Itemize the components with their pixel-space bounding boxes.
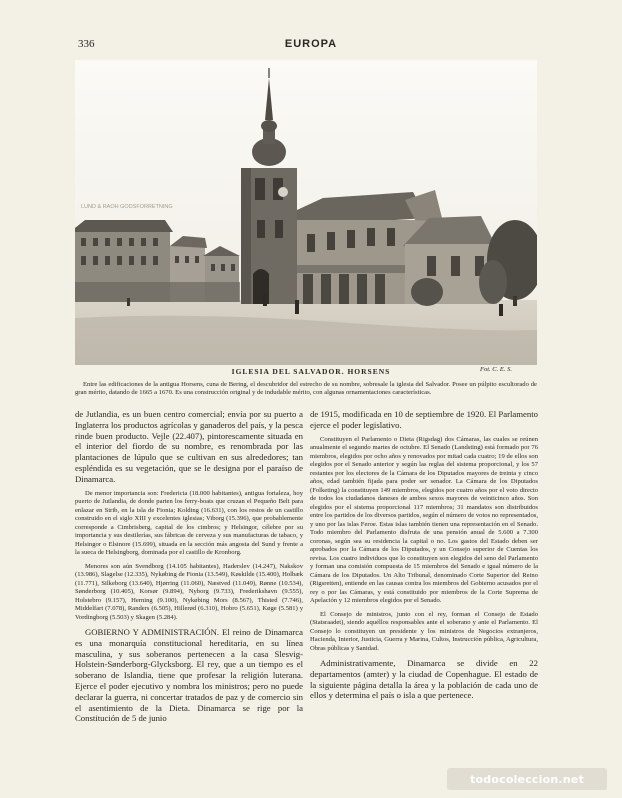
left-column (75, 409, 303, 724)
church-photograph (75, 60, 537, 365)
paragraph-parliament: Constituyen el Parlamento o Dieta (Rigsdag) dos Cámaras, las cuales se reúnen anualmente el segundo martes de octubre. El Senado (Landsting) está formado por 76 miembros, elegidos por ocho años y renovados por mitad cada cuatro; 19 de ellos son elegidos por el Senado anterior y según las reglas del sistema proporcional, y los 57 restantes por los electores de la Cámara de los Diputados mayores de treinta y cinco años, edad también fijada para poder ser senador. La Cámara de los Diputados (Folketing) la constituyen 149 miembros, elegidos por cuatro años por el voto directo de todos los ciudadanos daneses de ambos sexos mayores de veinticinco años. Son elegidos por el sistema proporcional 117 miembros; 31 mandatos son distribuidos entre los partidos de los diversos partidos, según el número de votos no representados, y uno por las islas Feroe. Estas islas también tienen una representación en el Senado. Todo miembro del Parlamento disfruta de una pensión anual de 5.600 a 7.300 coronas, según sea su residencia la capital o no. Los gastos del Estado deben ser aprobados por la Cámara de los Diputados, y un Consejo superior de Cuentas los revisa. Los cuatro individuos que lo constituyen son elegidos del seno del Parlamento y forman una comisión compuesta de 15 miembros del Senado e igual número de la Cámara de los Diputados. Un Alto Tribunal, denominado Corte Superior del Reino (Rigsretten), entiende en las causas contra los miembros del Gobierno acusados por el rey o por las Cámaras, y está constituido por miembros de la Corte Suprema de Apelación y 12 miembros elegidos por el Senado. (310, 435, 538, 605)
paragraph-council: El Consejo de ministros, junto con el rey, forman el Consejo de Estado (Statsraadet), siendo aquéllos responsables ante el soberano y ante el Parlamento. El Consejo lo constituyen un presidente y los ministros de Negocios extranjeros, Hacienda, Interior, Justicia, Guerra y Marina, Cultos, Instrucción pública, Agricultura, Obras públicas y Sanidad. (310, 610, 538, 652)
paragraph-minor-towns: De menor importancia son: Fredericia (18.000 habitantes), antigua fortaleza, hoy puerto de Jutlandia, de donde parten los ferry-boats que cruzan el Pequeño Belt para enlazar en Strib, en la isla de Fionia; Kolding (16.631), con los restos de un castillo construido en el siglo XIII y excelentes iglesias; Viborg (15.396), que probablemente corresponde a Cimbrisberg, capital de los cimbros; y Helsingor, célebre por su importancia y sus destilerías, sus fábricas de cerveza y sus manufacturas de tabaco, y Helsingor o Elsinore (15.699), situada en la sección más angosta del Sund y frente a la sueca de Helsingborg, dominada por el castillo de Kronborg. (75, 489, 303, 557)
running-head: EUROPA (284, 38, 338, 50)
page-number: 336 (78, 38, 95, 50)
figure-title: IGLESIA DEL SALVADOR. HORSENS (231, 367, 391, 376)
right-column (310, 409, 538, 701)
figure-caption: Entre las edificaciones de la antigua Horsens, cuna de Bering, el descubridor del estrecho de su nombre, sobresale la iglesia del Salvador. Posee un púlpito escultorado de gran mérito, datando de 1665 a 1670. Es una construcción original y de indudable mérito, con algunas ornamentaciones características. (75, 381, 537, 397)
photo-credit: Fot. C. E. S. (480, 366, 512, 373)
paragraph-jutland-towns: de Jutlandia, es un buen centro comercial; envía por su puerto a Inglaterra los productos agrícolas y ganaderos del país, y la pesca rinde buen producto. Vejle (22.407), pintorescamente situada en el interior del fiordo de su nombre, es renombrada por las plantaciones de lúpulo que se cultivan en sus alrededores; tan espléndida es su vegetación, que se le designa por el paraíso de Dinamarca. (75, 409, 303, 484)
svg-text:LUND & RAOH GODSFORRETNING: LUND & RAOH GODSFORRETNING (81, 204, 173, 210)
paragraph-small-towns: Menores son aún Svendborg (14.105 habitantes), Haderslev (14.247), Nakskov (13.986), Slagelse (12.335), Nykøbing de Fionia (13.549), Køskilde (15.400), Holbæk (11.771), Silkeborg (13.640), Hjørring (11.060), Næstved (11.049), Rønne (10.534), Sønderborg (10.405), Korsør (9.894), Nyborg (9.733), Frederikshavn (9.555), Holstebro (9.157), Herning (9.100), Nykøbing Mors (8.567), Thisted (7.746), Middelfart (7.078), Randers (6.505), Hillerød (6.310), Hobro (5.651), Køge (5.581) y Vordingborg (5.503) y Skagen (5.284). (75, 562, 303, 621)
paragraph-administration: Administrativamente, Dinamarca se divide en 22 departamentos (amter) y la ciudad de Copenhague. El estado de la siguiente página detalla la área y la población de cada uno de ellos y determina el país o isla a que pertenece. (310, 658, 538, 701)
photo-shop-sign (81, 204, 173, 210)
watermark-logo: todocoleccion.net (447, 768, 607, 790)
paragraph-constitution: de 1915, modificada en 10 de septiembre de 1920. El Parlamento ejerce el poder legislativo. (310, 409, 538, 430)
paragraph-government: GOBIERNO Y ADMINISTRACIÓN. El reino de Dinamarca es una monarquía constitucional hereditaria, en su línea masculina, y sus soberanos pertenecen a la casa Slesvig-Holstein-Sønderborg-Glycksborg. El rey, que a un tiempo es el soberano de Islandia, tiene que profesar la religión luterana. Ejerce el poder ejecutivo y nombra los ministros; pero no puede declarar la guerra, ni concertar tratados de paz y de comercio sin el asentimiento de la Dieta. Dinamarca se rige por la Constitución de 5 de junio (75, 627, 303, 724)
